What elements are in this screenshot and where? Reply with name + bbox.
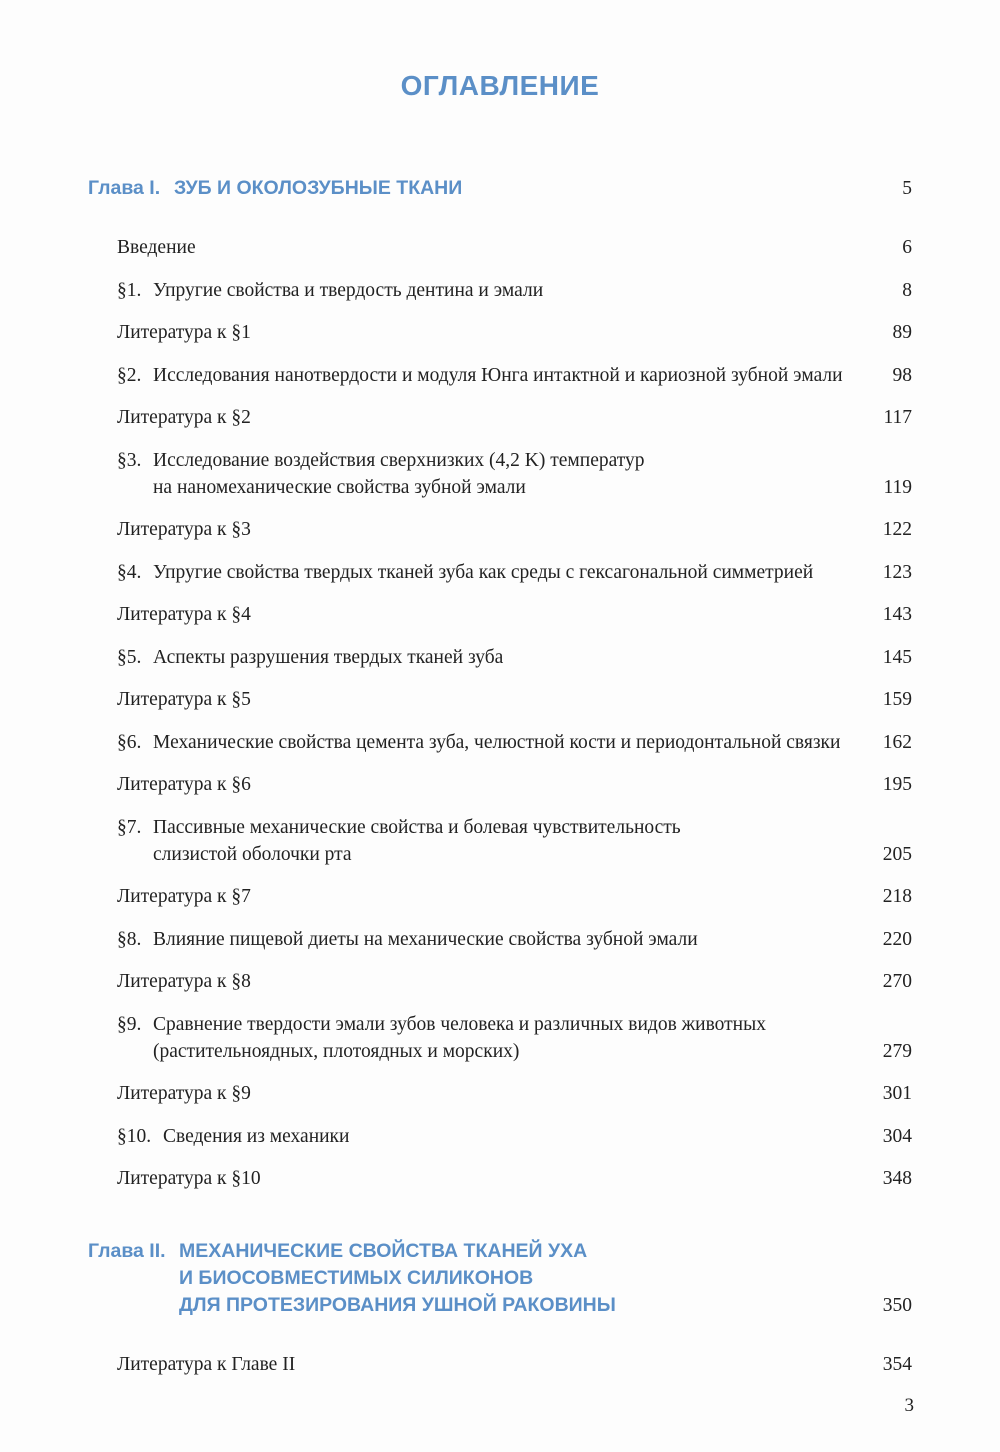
toc-entry-section-2[interactable] bbox=[117, 362, 912, 389]
chapter-2-title-line-2: И БИОСОВМЕСТИМЫХ СИЛИКОНОВ bbox=[179, 1267, 534, 1289]
section-title: Упругие свойства твердых тканей зуба как среды с гексагональной симметрией bbox=[153, 562, 814, 583]
section-number: §10. bbox=[117, 1126, 152, 1147]
page-title: ОГЛАВЛЕНИЕ bbox=[400, 70, 600, 101]
entry-label: Литература к §10 bbox=[117, 1168, 261, 1189]
entry-label: Литература к §8 bbox=[117, 971, 251, 992]
chapter-1-number: Глава I. bbox=[88, 177, 161, 199]
entry-page: 195 bbox=[882, 774, 912, 795]
chapter-2-title-line-1: МЕХАНИЧЕСКИЕ СВОЙСТВА ТКАНЕЙ УХА bbox=[179, 1240, 588, 1262]
entry-page: 143 bbox=[882, 604, 912, 625]
section-title-line-2: слизистой оболочки рта bbox=[153, 844, 352, 865]
chapter-1-title: ЗУБ И ОКОЛОЗУБНЫЕ ТКАНИ bbox=[174, 177, 463, 199]
section-title: Исследования нанотвердости и модуля Юнга интактной и кариозной зубной эмали bbox=[153, 365, 843, 386]
entry-page: 119 bbox=[883, 477, 912, 498]
toc-entry-section-9[interactable] bbox=[117, 1011, 912, 1065]
section-number: §8. bbox=[117, 929, 142, 950]
toc-entry-section-1[interactable] bbox=[117, 277, 912, 304]
entry-page: 117 bbox=[883, 407, 912, 428]
section-number: §1. bbox=[117, 280, 142, 301]
section-title-line-1: Исследование воздействия сверхнизких (4,2 K) температур bbox=[153, 450, 645, 471]
toc-entry-literature-9[interactable] bbox=[117, 1080, 912, 1107]
entry-label: Введение bbox=[117, 237, 196, 258]
toc-entry-literature-2[interactable] bbox=[117, 404, 912, 431]
entry-page: 279 bbox=[882, 1041, 912, 1062]
entry-page: 89 bbox=[892, 322, 912, 343]
entry-label: Литература к §1 bbox=[117, 322, 251, 343]
entry-label: Литература к §2 bbox=[117, 407, 251, 428]
toc-entry-literature-5[interactable] bbox=[117, 686, 912, 713]
entry-page: 270 bbox=[882, 971, 912, 992]
entry-page: 6 bbox=[902, 237, 912, 258]
section-title: Влияние пищевой диеты на механические свойства зубной эмали bbox=[153, 929, 698, 950]
entry-label: Литература к §4 bbox=[117, 604, 251, 625]
toc-entry-section-7[interactable] bbox=[117, 814, 912, 868]
chapter-2-number: Глава II. bbox=[88, 1240, 166, 1262]
entry-page: 162 bbox=[882, 732, 912, 753]
section-number: §4. bbox=[117, 562, 142, 583]
entry-page: 220 bbox=[882, 929, 912, 950]
entry-page: 205 bbox=[882, 844, 912, 865]
entry-page: 354 bbox=[882, 1354, 912, 1375]
chapter-2-title-line-3: ДЛЯ ПРОТЕЗИРОВАНИЯ УШНОЙ РАКОВИНЫ bbox=[179, 1294, 616, 1316]
section-title: Сведения из механики bbox=[163, 1126, 350, 1147]
entry-page: 98 bbox=[892, 365, 912, 386]
chapter-1-page: 5 bbox=[902, 178, 912, 199]
entry-page: 159 bbox=[882, 689, 912, 710]
section-title-line-2: на наномеханические свойства зубной эмали bbox=[153, 477, 526, 498]
section-title-line-1: Пассивные механические свойства и болевая чувствительность bbox=[153, 817, 681, 838]
section-number: §7. bbox=[117, 817, 142, 838]
entry-label: Литература к Главе II bbox=[117, 1354, 296, 1375]
entry-page: 123 bbox=[882, 562, 912, 583]
toc-entry-literature-10[interactable] bbox=[117, 1165, 912, 1192]
toc-entry-section-8[interactable] bbox=[117, 926, 912, 953]
toc-entry-literature-chapter-2[interactable] bbox=[117, 1351, 912, 1378]
toc-entry-section-6[interactable] bbox=[117, 729, 912, 756]
toc-entry-literature-6[interactable] bbox=[117, 771, 912, 798]
entry-page: 145 bbox=[882, 647, 912, 668]
section-title: Упругие свойства и твердость дентина и эмали bbox=[153, 280, 544, 301]
entry-label: Литература к §6 bbox=[117, 774, 251, 795]
entry-label: Литература к §5 bbox=[117, 689, 251, 710]
toc-entry-literature-8[interactable] bbox=[117, 968, 912, 995]
section-number: §5. bbox=[117, 647, 142, 668]
toc-entry-literature-1[interactable] bbox=[117, 319, 912, 346]
chapter-2-page: 350 bbox=[882, 1295, 912, 1316]
section-title-line-1: Сравнение твердости эмали зубов человека и различных видов животных bbox=[153, 1014, 766, 1035]
entry-label: Литература к §3 bbox=[117, 519, 251, 540]
entry-page: 301 bbox=[882, 1083, 912, 1104]
toc-entry-literature-3[interactable] bbox=[117, 516, 912, 543]
section-number: §3. bbox=[117, 450, 142, 471]
section-title-line-2: (растительноядных, плотоядных и морских) bbox=[153, 1041, 520, 1062]
entry-label: Литература к §7 bbox=[117, 886, 251, 907]
entry-page: 348 bbox=[882, 1168, 912, 1189]
toc-entry-section-3[interactable] bbox=[117, 447, 912, 501]
chapter-1-heading[interactable] bbox=[88, 175, 912, 202]
entry-page: 218 bbox=[882, 886, 912, 907]
entry-page: 8 bbox=[902, 280, 912, 301]
section-number: §6. bbox=[117, 732, 142, 753]
section-title: Аспекты разрушения твердых тканей зуба bbox=[153, 647, 504, 668]
toc-entry-introduction[interactable] bbox=[117, 234, 912, 261]
entry-page: 122 bbox=[882, 519, 912, 540]
toc-entry-section-4[interactable] bbox=[117, 559, 912, 586]
toc-entry-section-5[interactable] bbox=[117, 644, 912, 671]
page-number: 3 bbox=[904, 1395, 914, 1416]
section-title: Механические свойства цемента зуба, челюстной кости и периодонтальной связки bbox=[153, 732, 841, 753]
section-number: §2. bbox=[117, 365, 142, 386]
entry-page: 304 bbox=[882, 1126, 912, 1147]
entry-label: Литература к §9 bbox=[117, 1083, 251, 1104]
section-number: §9. bbox=[117, 1014, 142, 1035]
toc-entry-section-10[interactable] bbox=[117, 1123, 912, 1150]
toc-entry-literature-4[interactable] bbox=[117, 601, 912, 628]
toc-entry-literature-7[interactable] bbox=[117, 883, 912, 910]
chapter-2-heading[interactable] bbox=[88, 1238, 912, 1319]
